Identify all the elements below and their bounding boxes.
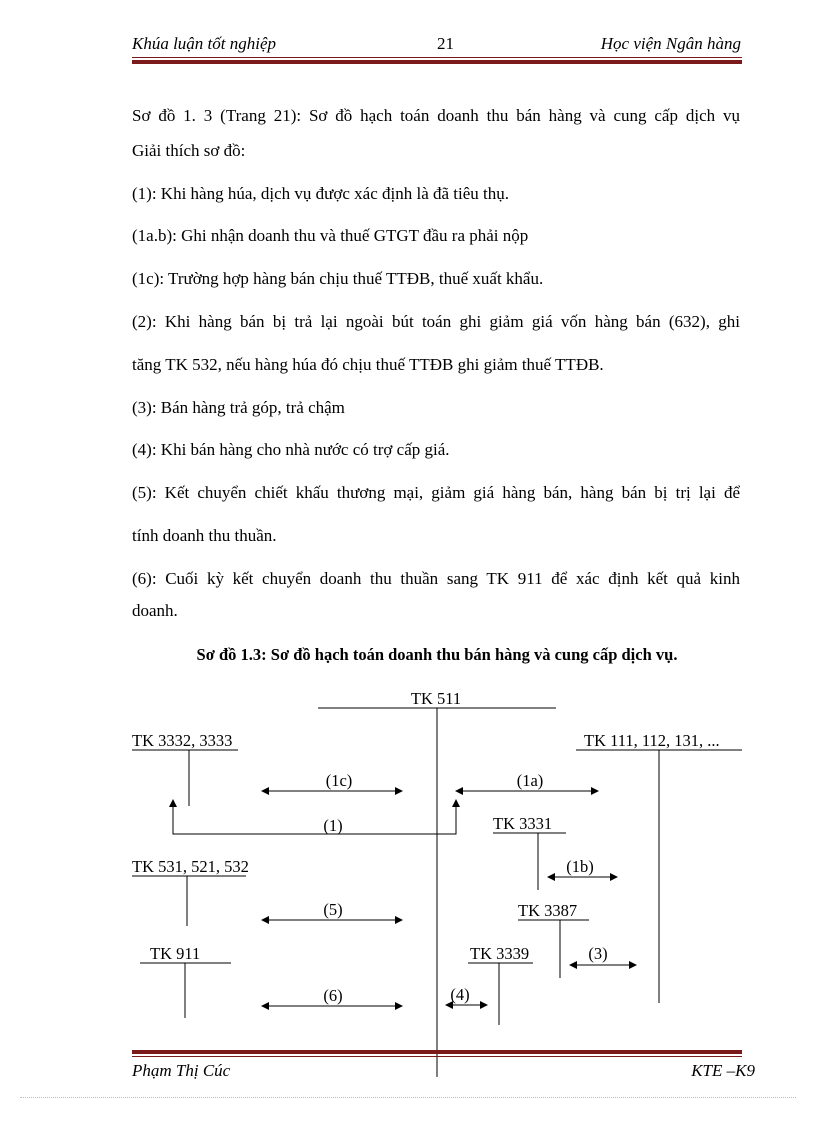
header-left: Khúa luận tốt nghiệp	[132, 34, 277, 53]
page-bottom-dotted-line	[20, 1097, 796, 1098]
paragraph-note-1c: (1c): Trường hợp hàng bán chịu thuế TTĐB, thuế xuất khẩu.	[132, 269, 544, 288]
paragraph-note-6-line2: doanh.	[132, 601, 178, 620]
paragraph-note-2-line1: (2): Khi hàng bán bị trả lại ngoài bút toán ghi giảm giá vốn hàng bán (632), ghi	[132, 312, 740, 331]
label-1: (1)	[323, 816, 343, 835]
paragraph-note-1: (1): Khi hàng húa, dịch vụ được xác định là đã tiêu thụ.	[132, 184, 509, 203]
paragraph-note-4: (4): Khi bán hàng cho nhà nước có trợ cấp giá.	[132, 440, 450, 459]
paragraph-diagram-caption: Sơ đồ 1. 3 (Trang 21): Sơ đồ hạch toán doanh thu bán hàng và cung cấp dịch vụ	[132, 106, 740, 125]
account-tk111: TK 111, 112, 131, ...	[584, 731, 720, 750]
label-5: (5)	[323, 900, 343, 919]
paragraph-note-6-line1: (6): Cuối kỳ kết chuyển doanh thu thuần sang TK 911 để xác định kết quả kinh	[132, 569, 740, 588]
account-tk531: TK 531, 521, 532	[132, 857, 249, 876]
account-tk3331: TK 3331	[493, 814, 553, 833]
footer-rule-thick	[132, 1050, 742, 1054]
diagram-title: Sơ đồ 1.3: Sơ đồ hạch toán doanh thu bán hàng và cung cấp dịch vụ.	[196, 645, 678, 664]
label-3: (3)	[588, 944, 608, 963]
account-tk511: TK 511	[410, 689, 462, 708]
label-1b: (1b)	[566, 857, 594, 876]
account-tk911: TK 911	[150, 944, 201, 963]
page-number: 21	[437, 34, 454, 53]
account-tk3387: TK 3387	[518, 901, 578, 920]
header-right: Học viện Ngân hàng	[600, 34, 741, 53]
footer-class: KTE –K9	[691, 1061, 755, 1080]
paragraph-note-3: (3): Bán hàng trả góp, trả chậm	[132, 398, 345, 417]
label-1a: (1a)	[516, 771, 544, 790]
paragraph-note-5-line1: (5): Kết chuyển chiết khấu thương mại, giảm giá hàng bán, hàng bán bị trị lại để	[132, 483, 740, 502]
account-tk3339: TK 3339	[470, 944, 530, 963]
footer-author: Phạm Thị Cúc	[132, 1061, 231, 1080]
paragraph-note-5-line2: tính doanh thu thuần.	[132, 526, 277, 545]
label-4: (4)	[450, 985, 470, 1004]
label-6: (6)	[323, 986, 343, 1005]
arrow-1	[173, 800, 456, 834]
footer-rule-thin	[132, 1056, 742, 1057]
account-tk3332: TK 3332, 3333	[132, 731, 233, 750]
label-1c: (1c)	[325, 771, 353, 790]
paragraph-explanation-heading: Giải thích sơ đồ:	[132, 141, 246, 160]
paragraph-note-2-line2: tăng TK 532, nếu hàng húa đó chịu thuế TTĐB ghi giảm thuế TTĐB.	[132, 355, 604, 374]
paragraph-note-1ab: (1a.b): Ghi nhận doanh thu và thuế GTGT đầu ra phải nộp	[132, 226, 529, 245]
